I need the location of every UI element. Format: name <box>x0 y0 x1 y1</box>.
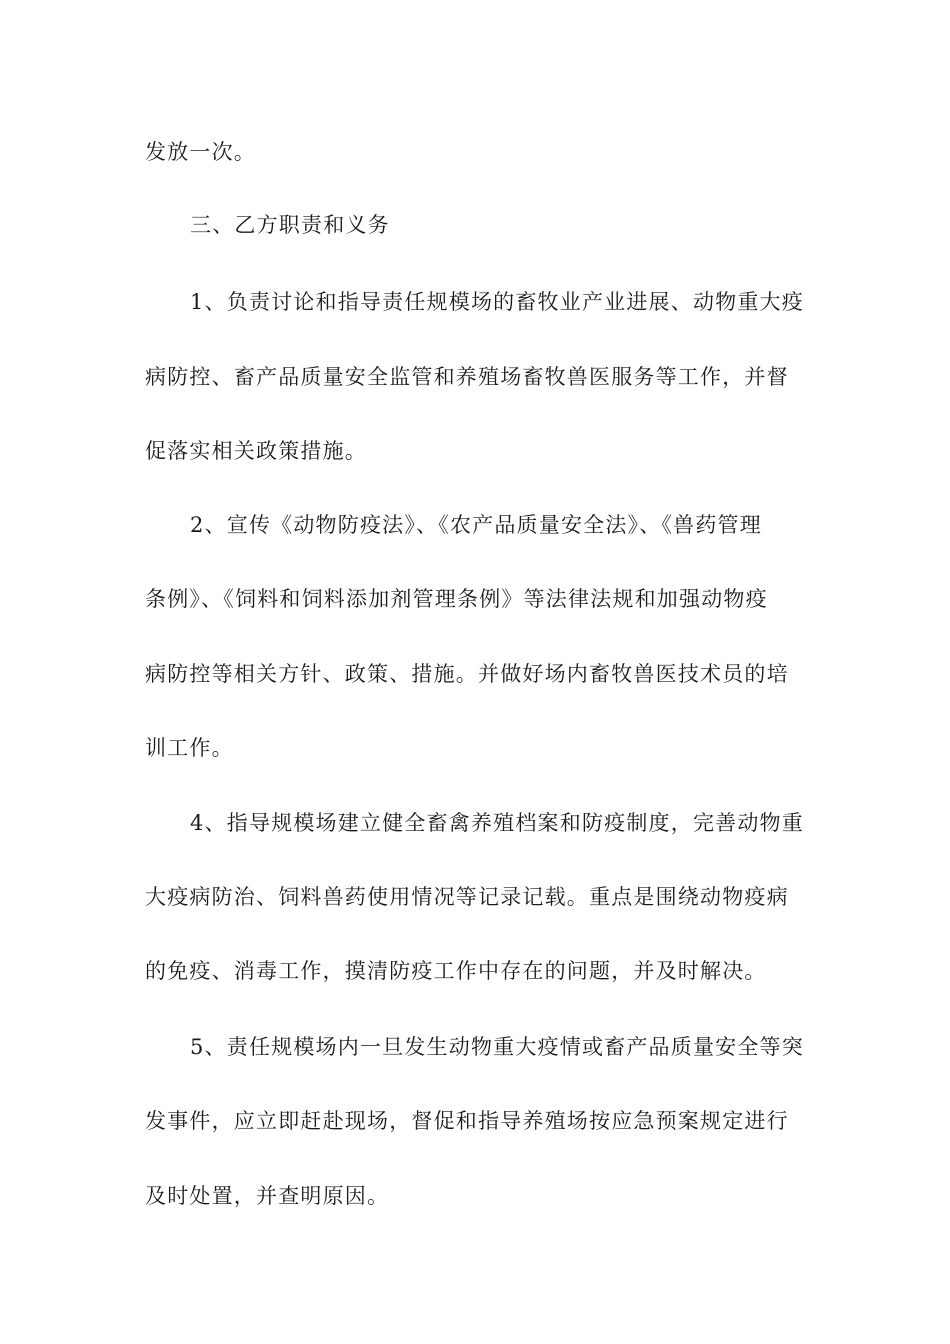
text-line-5: 促落实相关政策措施。 <box>145 439 367 463</box>
text-line-11: 大疫病防治、饲料兽药使用情况等记录记载。重点是围绕动物疫病 <box>145 885 789 909</box>
text-line-13: 5、责任规模场内一旦发生动物重大疫情或畜产品质量安全等突 <box>190 1035 804 1059</box>
text-line-12: 的免疫、消毒工作，摸清防疫工作中存在的问题，并及时解决。 <box>145 959 767 983</box>
text-line-15: 及时处置，并查明原因。 <box>145 1184 390 1208</box>
text-line-6: 2、宣传《动物防疫法》、《农产品质量安全法》、《兽药管理 <box>190 513 762 537</box>
text-line-10: 4、指导规模场建立健全畜禽养殖档案和防疫制度，完善动物重 <box>190 811 804 835</box>
text-line-4: 病防控、畜产品质量安全监管和养殖场畜牧兽医服务等工作，并督 <box>145 365 789 389</box>
text-line-1: 发放一次。 <box>145 140 256 164</box>
text-line-3: 1、负责讨论和指导责任规模场的畜牧业产业进展、动物重大疫 <box>190 290 804 314</box>
text-line-9: 训工作。 <box>145 736 234 760</box>
text-line-8: 病防控等相关方针、政策、措施。并做好场内畜牧兽医技术员的培 <box>145 662 789 686</box>
section-heading: 三、乙方职责和义务 <box>190 213 390 237</box>
text-line-14: 发事件，应立即赶赴现场，督促和指导养殖场按应急预案规定进行 <box>145 1109 789 1133</box>
text-line-7: 条例》、《饲料和饲料添加剂管理条例》等法律法规和加强动物疫 <box>145 587 768 611</box>
